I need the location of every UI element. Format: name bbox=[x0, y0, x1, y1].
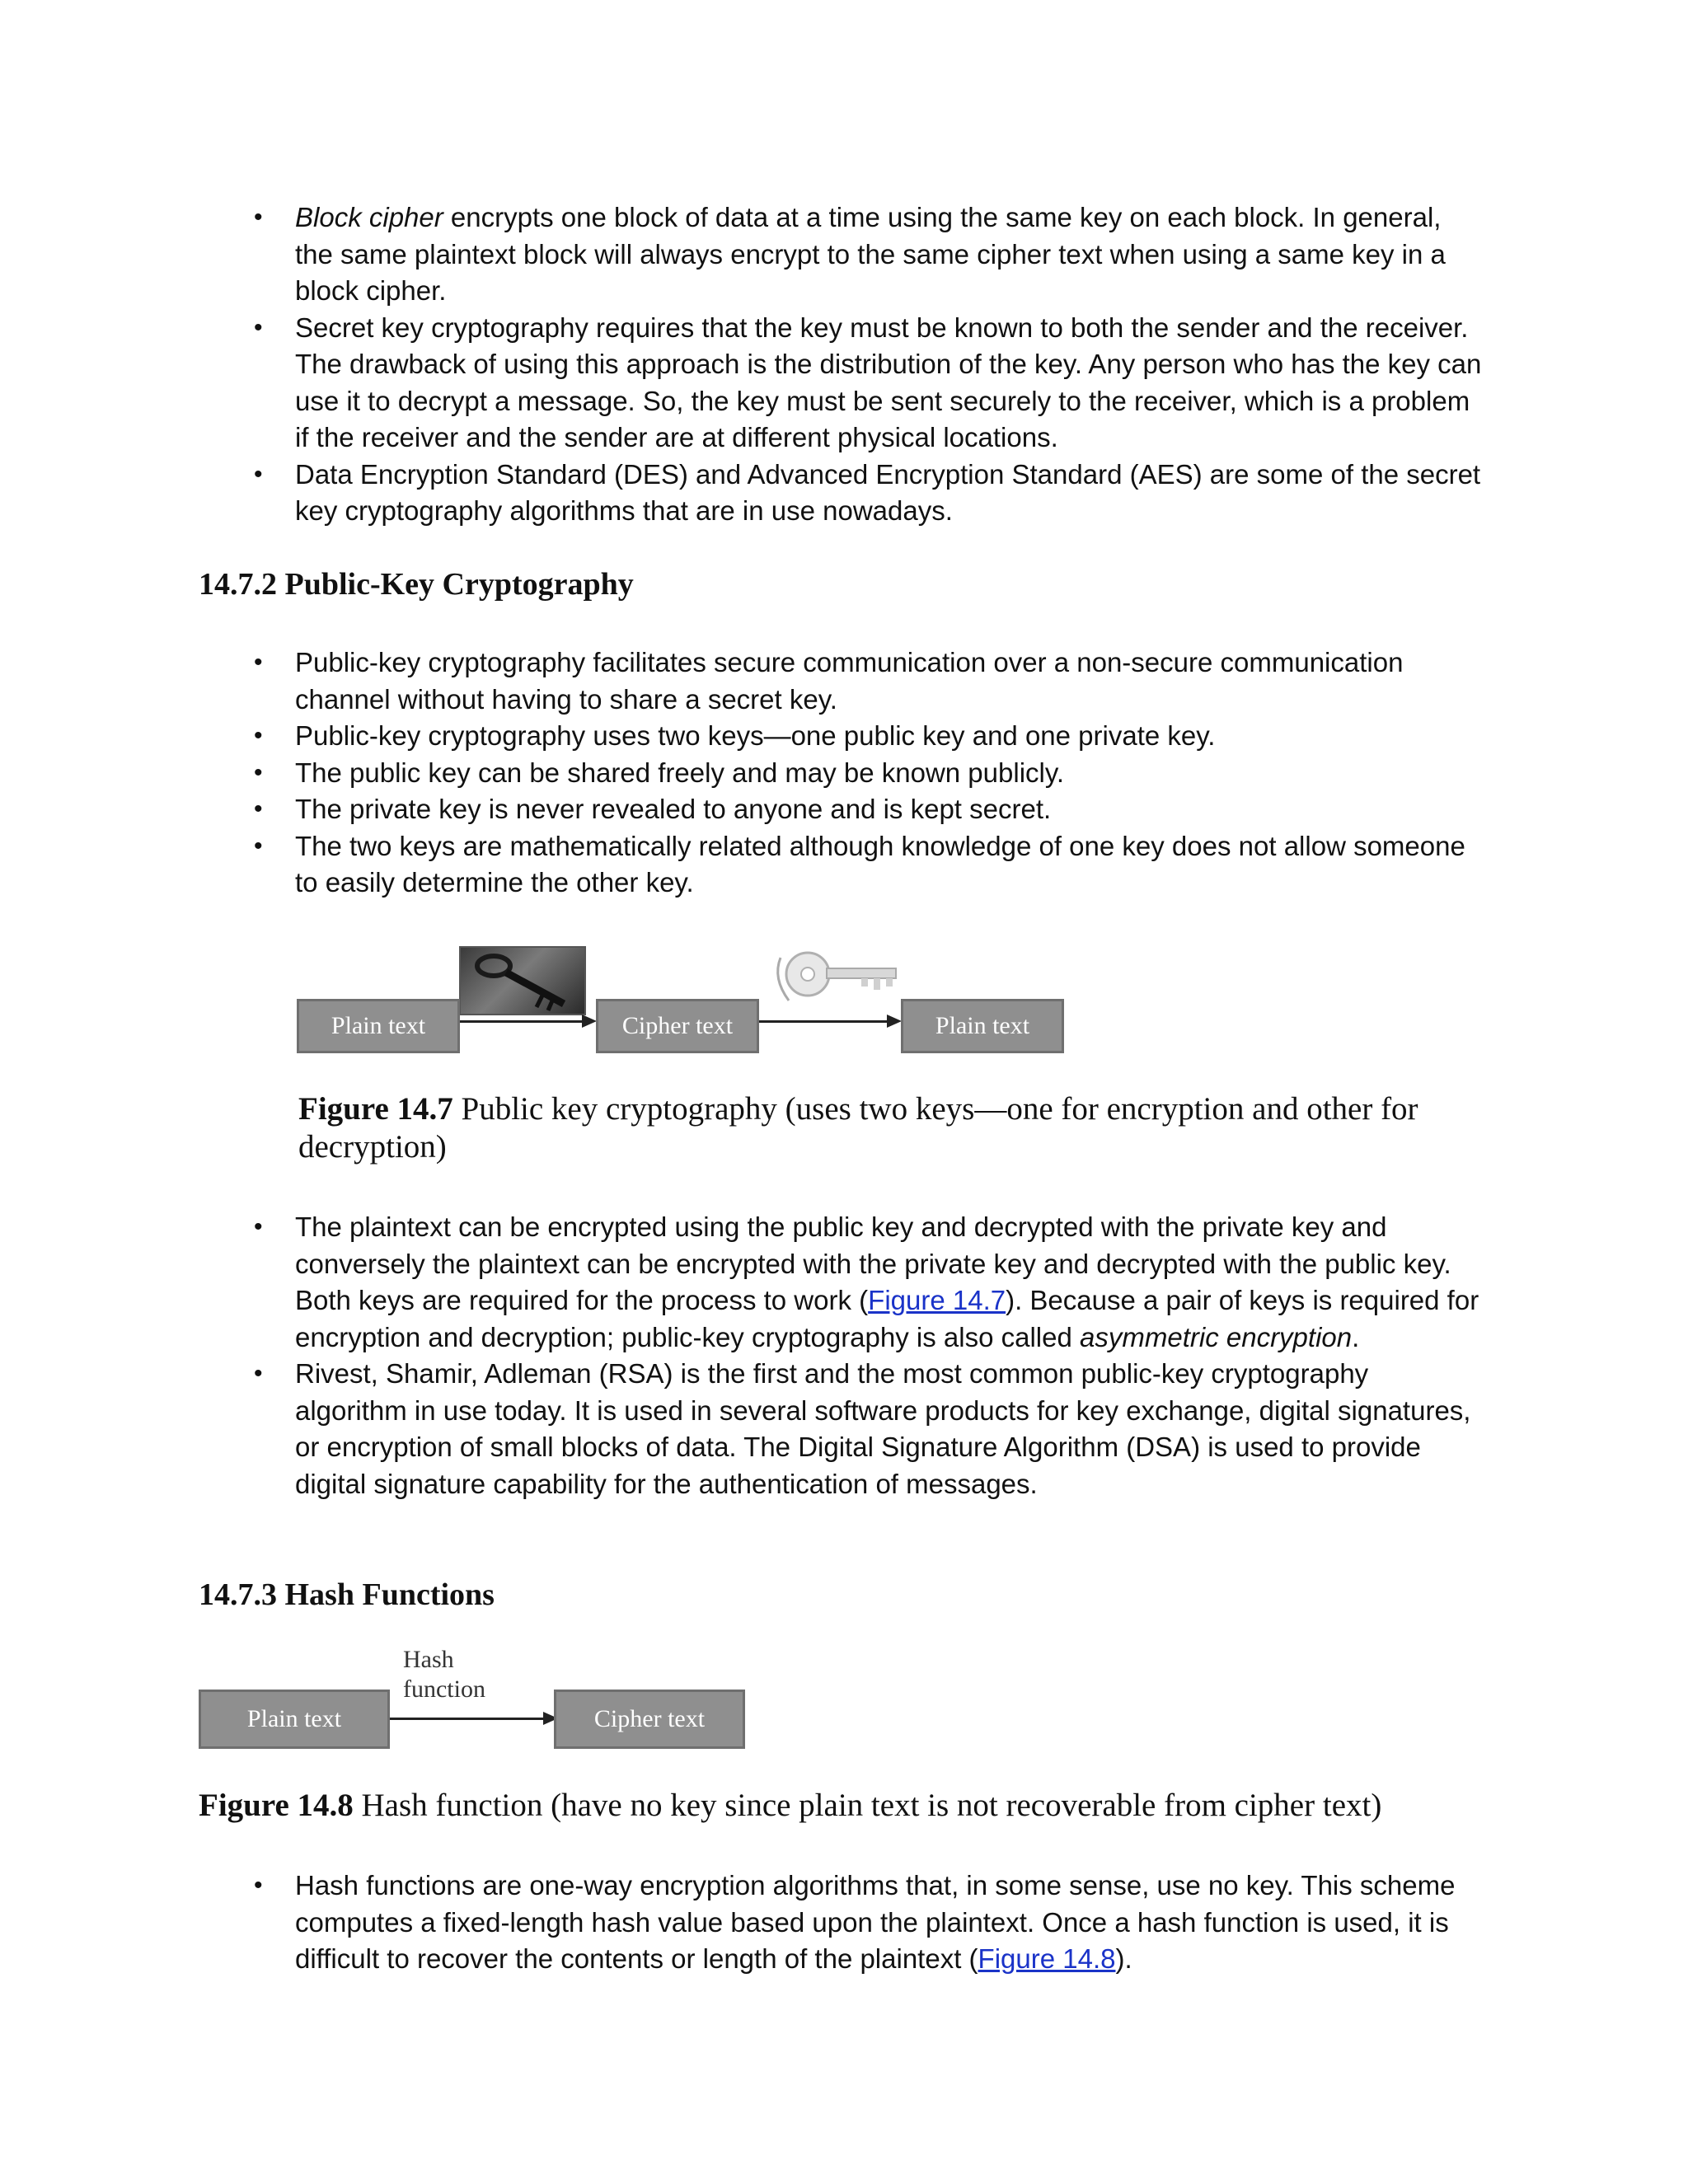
list-item bbox=[295, 1209, 1486, 1356]
list-item-text: Data Encryption Standard (DES) and Advanced Encryption Standard (AES) are some of the secret key cryptography algorithms that are in use nowadays. bbox=[295, 458, 1481, 526]
figure-14-8-link[interactable]: Figure 14.8 bbox=[978, 1943, 1116, 1974]
list-item-text: ). bbox=[1115, 1943, 1132, 1974]
figure-14-7-caption bbox=[298, 1090, 1485, 1166]
hash-bullet-list bbox=[295, 1868, 1486, 1978]
arrow-line bbox=[460, 1020, 585, 1023]
list-item-text: The plaintext can be encrypted using the public key and decrypted with the private key and conversely the plaintext can be encrypted with the private key and decrypted with the public key. Both keys are required for the process to work ( bbox=[295, 1212, 1451, 1315]
list-item bbox=[295, 718, 1486, 755]
arrow-line bbox=[759, 1020, 891, 1023]
figure-14-7-link[interactable]: Figure 14.7 bbox=[868, 1285, 1006, 1315]
public-key-more-bullet-list bbox=[295, 1209, 1486, 1502]
caption-label: Figure 14.7 bbox=[298, 1091, 453, 1127]
plain-text-box: Plain text bbox=[199, 1690, 390, 1749]
arrow-line bbox=[390, 1718, 546, 1720]
figure-14-8-caption bbox=[199, 1787, 1517, 1825]
secret-key-bullet-list bbox=[295, 199, 1486, 530]
public-key-bullet-list bbox=[295, 644, 1486, 902]
list-item bbox=[295, 1868, 1486, 1978]
list-item bbox=[295, 644, 1486, 718]
list-item-text: encrypts one block of data at a time using the same key on each block. In general, the same plaintext block will always encrypt to the same cipher text when using a same key in a block cipher. bbox=[295, 202, 1446, 306]
list-item-text: Hash functions are one-way encryption algorithms that, in some sense, use no key. This scheme computes a fixed-length hash value based upon the plaintext. Once a hash function is used, it is difficult to recover the contents or length of the plaintext ( bbox=[295, 1870, 1456, 1974]
caption-label: Figure 14.8 bbox=[199, 1788, 354, 1823]
list-item bbox=[295, 457, 1486, 530]
section-heading-public-key: 14.7.2 Public-Key Cryptography bbox=[199, 567, 634, 602]
list-item-text: Secret key cryptography requires that the key must be known to both the sender and the receiver. The drawback of using this approach is the distribution of the key. Any person who has the key can use it to decrypt a message. So, the key must be sent securely to the receiver, which is a problem if the receiver and the sender are at different physical locations. bbox=[295, 312, 1482, 452]
list-item bbox=[295, 791, 1486, 828]
caption-text: Public key cryptography (uses two keys—one for encryption and other for decryption) bbox=[298, 1091, 1418, 1165]
section-heading-hash-functions: 14.7.3 Hash Functions bbox=[199, 1577, 495, 1612]
list-item bbox=[295, 1356, 1486, 1502]
list-item bbox=[295, 755, 1486, 792]
arrow-head-icon bbox=[887, 1015, 902, 1028]
cipher-text-box: Cipher text bbox=[554, 1690, 745, 1749]
decryption-key-icon bbox=[771, 941, 903, 1015]
encryption-key-icon bbox=[459, 946, 586, 1015]
list-item-text: The private key is never revealed to anyone and is kept secret. bbox=[295, 794, 1052, 824]
arrow-head-icon bbox=[582, 1015, 597, 1028]
list-item-text: The public key can be shared freely and may be known publicly. bbox=[295, 757, 1065, 788]
cipher-text-box: Cipher text bbox=[596, 999, 759, 1053]
hash-label-line: function bbox=[403, 1675, 485, 1703]
block-cipher-term: Block cipher bbox=[295, 202, 443, 232]
asymmetric-encryption-term: asymmetric encryption bbox=[1080, 1321, 1353, 1352]
plain-text-box: Plain text bbox=[297, 999, 460, 1053]
list-item bbox=[295, 828, 1486, 902]
list-item-text: Rivest, Shamir, Adleman (RSA) is the first and the most common public-key cryptography algorithm in use today. It is used in several software products for key exchange, digital signatures, or encryption of small blocks of data. The Digital Signature Algorithm (DSA) is used to provide digital signature capability for the authentication of messages. bbox=[295, 1358, 1471, 1499]
list-item-text: The two keys are mathematically related although knowledge of one key does not allow someone to easily determine the other key. bbox=[295, 830, 1465, 898]
hash-label-line: Hash bbox=[403, 1646, 454, 1673]
list-item bbox=[295, 199, 1486, 310]
hash-function-label bbox=[403, 1645, 485, 1704]
list-item-text: Public-key cryptography facilitates secure communication over a non-secure communication channel without having to share a secret key. bbox=[295, 647, 1404, 715]
list-item bbox=[295, 310, 1486, 457]
list-item-text: . bbox=[1352, 1321, 1360, 1352]
list-item-text: Public-key cryptography uses two keys—one public key and one private key. bbox=[295, 720, 1216, 751]
caption-text: Hash function (have no key since plain text is not recoverable from cipher text) bbox=[353, 1788, 1382, 1823]
list-item-text: ). Because a pair of keys is required for encryption and decryption; public-key cryptography is also called bbox=[295, 1285, 1479, 1352]
plain-text-output-box: Plain text bbox=[901, 999, 1064, 1053]
